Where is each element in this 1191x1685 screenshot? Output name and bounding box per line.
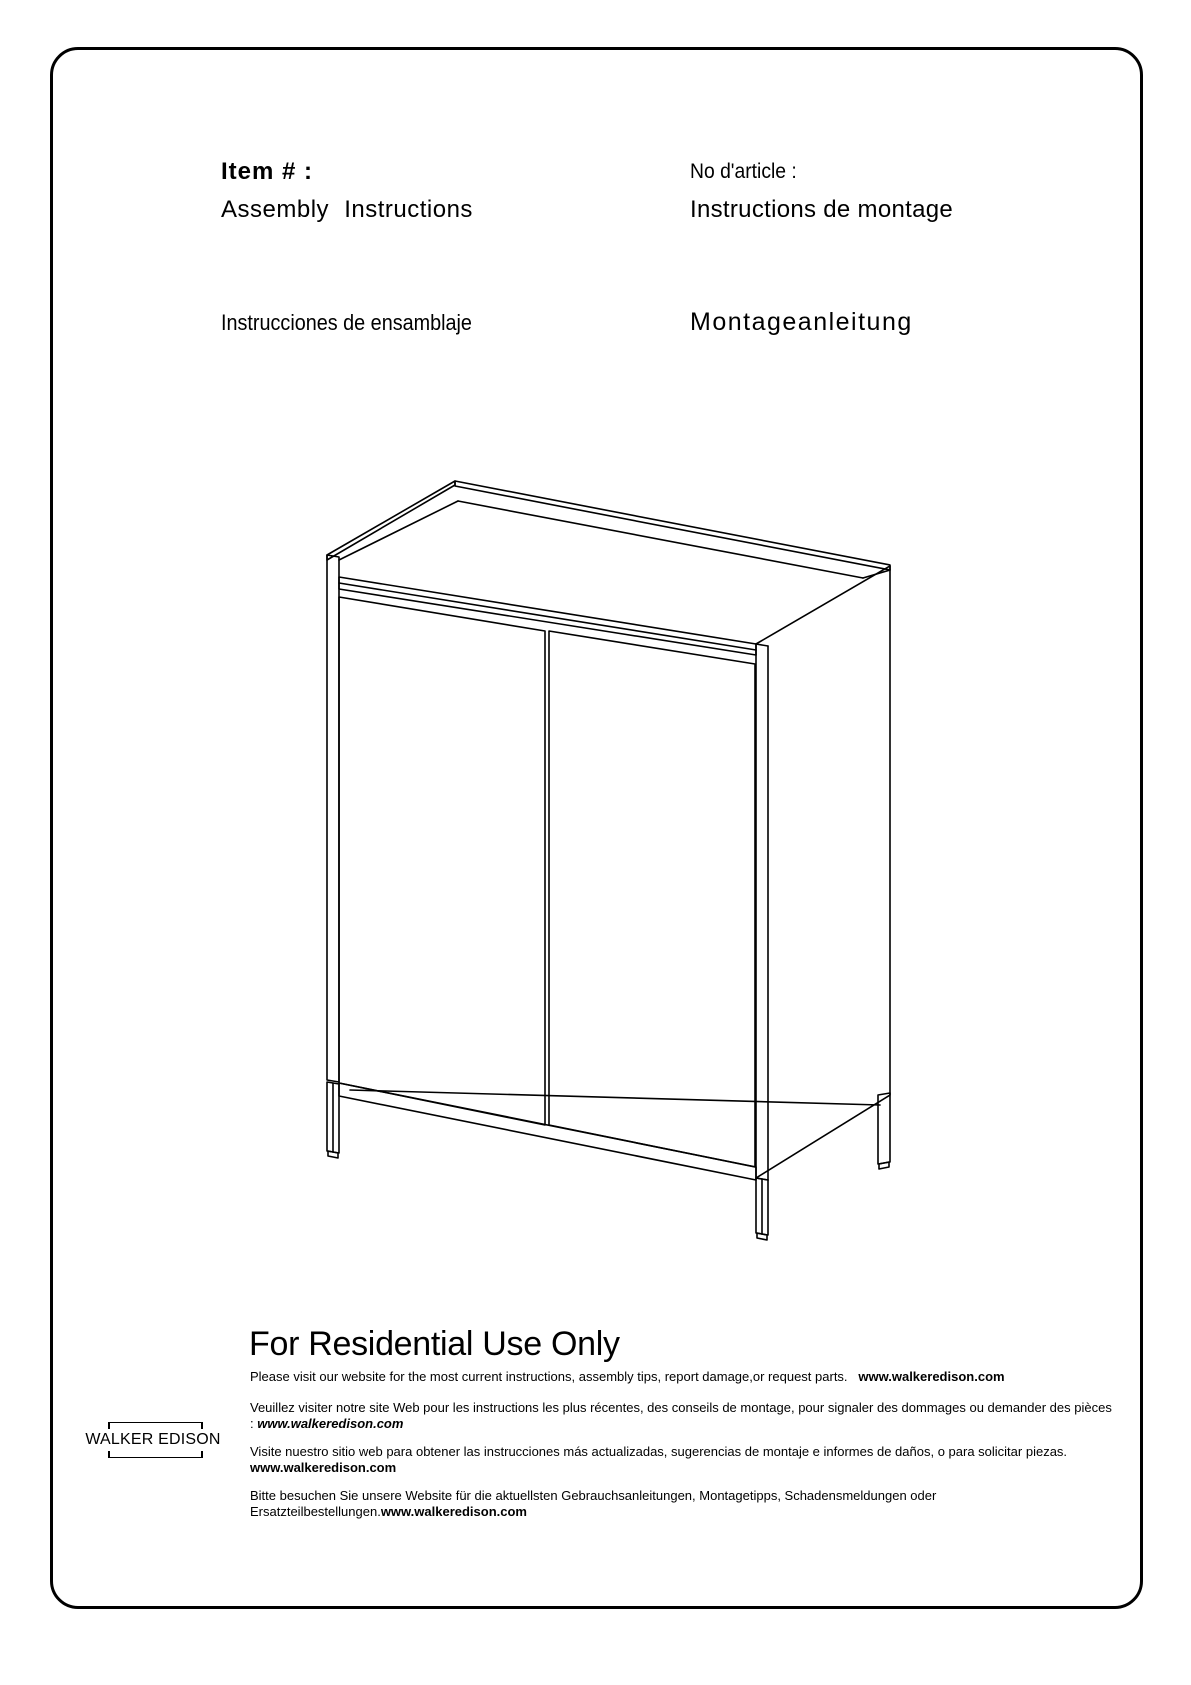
website-link-de[interactable]: www.walkeredison.com xyxy=(380,1504,527,1519)
logo-top-bracket xyxy=(108,1422,203,1429)
residential-use-heading: For Residential Use Only xyxy=(249,1325,620,1363)
assembly-instructions-fr: Instructions de montage xyxy=(690,196,954,223)
item-number-label: Item # : xyxy=(221,158,314,185)
logo-text: WALKER EDISON xyxy=(85,1431,221,1448)
info-paragraph-de xyxy=(250,1488,1118,1520)
website-link-en[interactable]: www.walkeredison.com xyxy=(858,1369,1005,1384)
info-text-de: Bitte besuchen Sie unsere Website für die aktuellsten Gebrauchsanleitungen, Montagetipps, Schadensmeldungen oder Ersatzteilbestellungen. xyxy=(250,1488,937,1519)
logo-bottom-bracket xyxy=(108,1451,203,1458)
assembly-instructions-de: Montageanleitung xyxy=(690,308,913,336)
website-link-es[interactable]: www.walkeredison.com xyxy=(250,1460,397,1475)
info-text-es: Visite nuestro sitio web para obtener las instrucciones más actualizadas, sugerencias de montaje e informes de daños, o para solicitar piezas. xyxy=(250,1444,1068,1459)
info-paragraph-es xyxy=(250,1444,1118,1476)
item-number-label-fr: No d'article : xyxy=(690,160,797,183)
info-paragraph-fr xyxy=(250,1400,1118,1432)
info-text-en: Please visit our website for the most current instructions, assembly tips, report damage,or request parts. xyxy=(250,1369,848,1384)
assembly-instructions-es: Instrucciones de ensamblaje xyxy=(221,310,472,335)
walker-edison-logo xyxy=(83,1422,223,1458)
website-link-fr[interactable]: www.walkeredison.com xyxy=(257,1416,404,1431)
assembly-instructions-en: Assembly Instructions xyxy=(221,196,473,223)
info-text-fr: Veuillez visiter notre site Web pour les instructions les plus récentes, des conseils de montage, pour signaler des dommages ou demander des pièces : xyxy=(250,1400,1112,1431)
info-paragraph-en xyxy=(250,1369,1118,1385)
